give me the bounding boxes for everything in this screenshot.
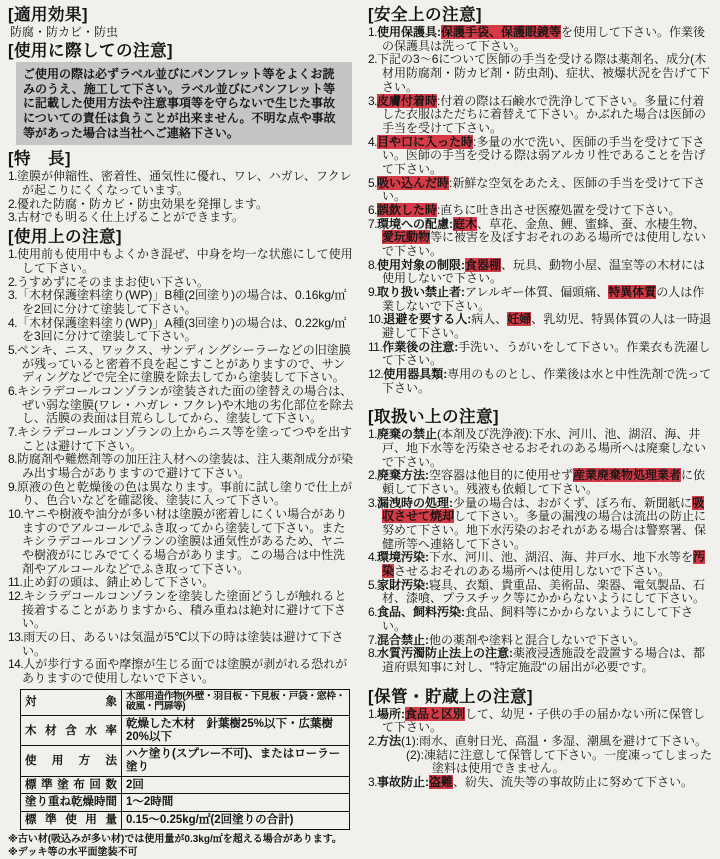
item-text: 事故防止: [377,775,430,790]
item-text: 場所: [377,706,406,721]
list-item [368,218,714,259]
item-text: 家財汚染: [377,577,430,592]
item-text: に依頼して下さい。残液も依頼して下さい。 [382,468,706,497]
item-text: 漏洩時の処理: [377,495,454,510]
list-item [8,170,354,197]
section-title-pre-use: [使用に際しての注意] [8,41,173,60]
item-number: 1. [368,706,378,721]
highlighted-text: 保護手袋、保護眼鏡等 [441,25,562,40]
item-text: 、玩具、動物小屋、温室等の木材には使用しないで下さい。 [382,257,706,286]
item-number: 11. [368,339,383,354]
item-text: 取り扱い禁止者: [377,284,466,299]
item-number: 12. [8,588,24,603]
item-number: 2. [8,274,18,289]
item-text: 環境への配慮: [377,216,454,231]
list-item [368,177,714,204]
table-row [21,716,350,746]
highlighted-text: 吸収させて焼却 [382,495,705,524]
item-number: 6. [368,605,378,620]
list-item [368,286,714,313]
list-item [8,658,354,685]
item-text: :直ちに吐き出させ医療処置を受けて下さい。 [437,202,681,217]
item-number: 7. [368,216,378,231]
list-item [8,453,354,480]
list-item [368,606,714,633]
list-item [368,647,714,674]
item-text: 使用前も使用中もよくかき混ぜ、中身を均一な状態にして使用して下さい。 [17,247,353,275]
item-text: :多量の水で洗い、医師の手当を受けて下さい。医師の手当を受ける際は弱アルカリ性であることを告げて下さい。 [382,134,706,176]
item-text: ※デッキ等の水平面塗装不可 [8,846,138,858]
item-text: :新鮮な空気をあたえ、医師の手当を受けて下さい。 [382,175,706,204]
item-number: 10. [8,506,24,521]
item-text: 下記の3〜6について医師の手当を受ける際は薬剤名、成分(木材用防腐剤・防カビ剤・防虫剤)、症状、被爆状況を告げて下さい。 [377,52,710,94]
highlighted-text: 誤飲した時 [377,202,438,217]
highlighted-text: 庭木 [453,216,478,231]
item-text: 寝具、衣類、貴重品、美術品、楽器、電気製品、石材、漆喰、プラスチック等にかからないようにして下さい。 [382,577,706,606]
highlighted-text: 食器棚 [465,257,502,272]
item-number: 2. [368,734,378,748]
item-text: 少量の場合は、おがくず、ぼろ布、新聞紙に [453,495,693,510]
item-text: の人は作業しないで下さい。 [382,284,705,313]
table-row-label: 標準塗布回数 [21,776,122,794]
item-number: 6. [368,202,378,217]
item-number: 2. [8,196,18,211]
list-item [368,313,714,340]
item-text: 使用対象の制限: [377,257,466,272]
list-item [368,708,714,735]
section-title-handling: [取扱い上の注意] [368,408,499,427]
item-number: 1. [8,169,18,184]
item-number: 4. [8,315,18,330]
item-text: キシラデコールコンゾランを塗装した塗面どうしが触れると接着することがありますから、積み重ねは絶対に避けて下さい。 [22,588,347,631]
item-number: 6. [8,383,18,398]
item-number: 1. [368,25,378,40]
item-text: を使用して下さい。作業後の保護具は洗って下さい。 [382,25,706,53]
item-text: 水質汚濁防止法上の注意: [377,646,514,661]
item-number: 5. [368,175,378,190]
item-number: 5. [368,577,378,592]
list-item [8,211,354,225]
list-item [368,259,714,286]
usage-list [8,248,354,686]
handling-list [368,428,714,674]
item-text: させるおそれのある場所へは使用しないで下さい。 [394,564,671,579]
highlighted-text: 目や口に入った時 [377,134,474,149]
item-text: (2):凍結に注意して保管して下さい。一度凍ってしまった塗料は使用できません。 [406,747,713,776]
highlighted-text: 妊婦 [507,312,532,327]
list-item [8,426,354,453]
item-number: 3. [368,93,378,108]
table-row-value: 1〜2時間 [122,794,350,812]
list-item [8,631,354,658]
table-row-value: 2回 [122,776,350,794]
item-number: 4. [368,550,378,565]
item-text: 混合禁止: [377,632,430,647]
item-text: 廃棄の禁止 [377,427,438,442]
item-text: うすめずにそのままお使い下さい。 [17,274,210,289]
list-item [368,26,714,53]
table-row [21,776,350,794]
item-number: 8. [368,257,378,272]
item-text: 環境汚染: [377,550,430,565]
item-text: 雨天の日、あるいは気温が5℃以下の時は塗装は避けて下さい。 [22,629,344,658]
item-text: して、幼児・子供の手の届かない所に保管して下さい。 [382,706,705,735]
features-list [8,170,354,225]
item-text: ヤニや樹液や油分が多い材は塗膜が密着しにくい場合がありますのでアルコールでふき取ってから塗装して下さい。またキシラデコールコンゾランの塗膜は通気性があるため、ヤニや樹液がにじみでてくる場合があります。この場合は中性洗剤やアルコールなどでふき取って下さい。 [22,506,348,576]
table-row-label: 木材含水率 [21,716,122,746]
highlighted-text: 食品と区別 [405,706,466,721]
item-number: 9. [368,284,378,299]
item-number: 11. [8,575,23,590]
table-row-value: 乾燥した木材 針葉樹25%以下・広葉樹20%以下 [122,716,350,746]
item-text: 、紛失、流失等の事故防止に努めて下さい。 [453,775,694,790]
table-row [21,689,350,716]
list-item [368,749,714,776]
item-text: して下さい。多量の漏洩の場合は流出の防止に努めて下さい。地下水汚染のおそれがある場合は警察署、保健所等へ連絡して下さい。 [382,509,707,551]
item-text: 、乳幼児、特異体質の人は一時退避して下さい。 [382,312,712,340]
item-text: 手洗い、うがいをして下さい。作業衣も洗濯して下さい。 [382,339,711,368]
table-row-label: 使用方法 [21,746,122,776]
item-text: (本剤及び洗浄液):下水、河川、池、湖沼、海、井戸、地下水等を汚染させるおそれのある場所へは廃棄しないで下さい。 [382,427,707,469]
list-item [8,385,354,426]
section-title-safety: [安全上の注意] [368,6,482,24]
item-number: 13. [8,629,24,644]
item-number: 12. [368,366,384,381]
table-row-label: 塗り重ね乾燥時間 [21,794,122,812]
list-item [368,204,714,218]
table-row-value: 木部用造作物(外壁・羽目板・下見板・戸袋・窓枠・破風・門扉等) [122,689,350,716]
item-text: 、草花、金魚、鯉、蜜蜂、蚕、水棲生物、 [477,216,706,231]
item-number: 5. [8,342,18,357]
item-text: 食品、飼料汚染: [377,605,466,620]
item-text: キシラデコールコンゾランの上からニス等を塗ってつやを出すことは避けて下さい。 [17,424,353,453]
item-text: 空容器は他目的に使用せず [429,468,574,483]
item-number: 1. [368,427,378,442]
item-text: ※古い材(吸込みが多い材)では使用量が0.3kg/㎡を超える場合があります。 [8,833,342,845]
section-title-storage: [保管・貯蔵上の注意] [368,687,533,706]
item-number: 3. [368,495,378,510]
table-row [21,812,350,830]
item-number: 1. [8,247,18,262]
item-text: 止め釘の頭は、錆止めして下さい。 [22,575,215,590]
item-number: 3. [8,288,18,303]
item-text: :付着の際は石鹸水で洗浄して下さい。多量に付着した衣服はただちに着替えて下さい。かぶれた場合は医師の手当を受けて下さい。 [382,93,707,135]
list-item [8,833,354,846]
spec-table [20,689,350,830]
item-text: 作業後の注意: [382,339,459,354]
highlighted-text: 吸い込んだ時 [377,175,450,190]
highlighted-text: 皮膚付着時 [377,93,438,108]
left-column [8,4,354,859]
spec-table-body [21,689,350,829]
table-row-label: 対象 [21,689,122,716]
item-text: 病人、 [471,312,508,327]
item-text: ペンキ、ニス、ワックス、サンディングシーラーなどの旧塗膜が残っていると密着不良を起こすことがありますので、サンディングなどで完全に塗膜を除去してから塗装して下さい。 [17,342,351,385]
table-row-label: 標準使用量 [21,812,122,830]
item-number: 2. [368,52,378,67]
item-text: 古材でも明るく仕上げることができます。 [17,210,245,225]
item-number: 10. [368,312,384,327]
table-row [21,794,350,812]
item-text: アレルギー体質、偏頭痛、 [465,284,609,299]
item-text: 優れた防腐・防カビ・防虫効果を発揮します。 [17,196,269,211]
pre-use-notice-box: ご使用の際は必ずラベル並びにパンフレット等をよくお読みのうえ、施工して下さい。ラベル並びにパンフレット等に記載した使用方法や注意事項等を守らないで生じた事故についての責任は負うことが出来ません。不明な点や事故等があった場合は当社へご連絡下さい。 [16,62,352,145]
item-text: 等に被害を及ぼすおそれのある場所では使用しないで下さい。 [382,230,707,258]
table-row [21,746,350,776]
section-title-features: [特 長] [8,150,71,169]
list-item [8,846,354,859]
list-item [368,735,714,749]
item-number: 7. [8,424,18,439]
item-text: 薬液浸透施設を設置する場合は、都道府県知事に対し、"特定施設"の届出が必要です。 [382,646,706,674]
item-text: 退避を要する人: [383,312,472,327]
item-number: 4. [368,134,378,149]
list-item [368,497,714,552]
highlighted-text: 特異体質 [608,284,657,299]
storage-list [368,708,714,790]
item-text: 使用器具類: [383,366,448,381]
list-item [368,341,714,368]
section-title-usage: [使用上の注意] [8,228,122,247]
item-text: 食品、飼料等にかからないようにして下さい。 [382,605,694,633]
table-row-value: 0.15〜0.25kg/㎡(2回塗りの合計) [122,812,350,830]
item-text: 廃棄方法: [377,468,430,483]
list-item [368,136,714,177]
list-item [368,469,714,496]
item-text: 他の薬剤や塗料と混合しないで下さい。 [429,632,646,647]
item-number: 14. [8,657,24,672]
list-item [8,590,354,631]
list-item [368,579,714,606]
list-item [8,289,354,316]
list-item [8,508,354,576]
highlighted-text: 汚染 [382,550,706,579]
item-text: 方法 [377,734,402,748]
list-item [8,317,354,344]
item-text: 塗膜が伸縮性、密着性、通気性に優れ、ワレ、ハガレ、フクレが起こりにくくなっています。 [17,169,352,198]
list-item [368,368,714,395]
footnotes [8,833,354,859]
list-item [368,428,714,469]
item-number: 3. [8,210,18,225]
item-text: 原液の色と乾燥後の色は異なります。事前に試し塗りで仕上がり、色合いなどを確認後、塗装に入って下さい。 [17,479,353,508]
item-number: 2. [368,468,378,483]
highlighted-text: 盗難 [429,775,454,790]
table-row-value: ハケ塗り(スプレー不可)、またはローラー塗り [122,746,350,776]
item-text: キシラデコールコンゾランが塗装された面の塗替えの場合は、ぜい弱な塗膜(ワレ・ハガレ・フクレ)や木地の劣化部位を除去し、活膜の表面は目荒らししてから、塗装して下さい。 [17,383,354,426]
item-number: 7. [368,632,378,647]
item-text: 使用保護具: [377,25,442,40]
list-item [8,344,354,385]
list-item [8,248,354,275]
item-text: 人が歩行する面や摩擦が生じる面では塗膜が剥がれる恐れがありますので使用しないで下さい。 [22,657,348,685]
list-item [368,53,714,94]
item-text: 下水、河川、池、湖沼、海、井戸水、地下水等を [429,550,694,565]
safety-list [368,26,714,395]
list-item [8,576,354,590]
effects-body: 防腐・防カビ・防虫 [10,25,119,40]
highlighted-text: 愛玩動物 [382,230,431,245]
item-number: 8. [8,452,18,467]
list-item [368,551,714,578]
list-item [368,95,714,136]
item-number: 3. [368,775,378,790]
item-text: 「木材保護塗料塗り(WP)」B種(2回塗り)の場合は、0.16kg/㎡を2回に分けて塗装して下さい。 [17,288,347,316]
highlighted-text: 産業廃棄物処理業者 [573,468,682,483]
list-item [8,481,354,508]
item-text: (1):雨水、直射日光、高温・多湿、潮風を避けて下さい。 [401,734,708,748]
section-title-effects: [適用効果] [8,6,88,24]
item-text: 専用のものとし、作業後は水と中性洗剤で洗って下さい。 [382,366,712,395]
item-text: 「木材保護塗料塗り(WP)」A種(3回塗り)の場合は、0.22kg/㎡を3回に分けて塗装して下さい。 [17,315,347,344]
item-number: 8. [368,646,378,661]
item-text: 防腐剤や難燃剤等の加圧注入材への塗装は、注入薬剤成分が染み出す場合がありますので避けて下さい。 [17,452,354,480]
right-column [368,4,714,859]
item-number: 9. [8,479,18,494]
